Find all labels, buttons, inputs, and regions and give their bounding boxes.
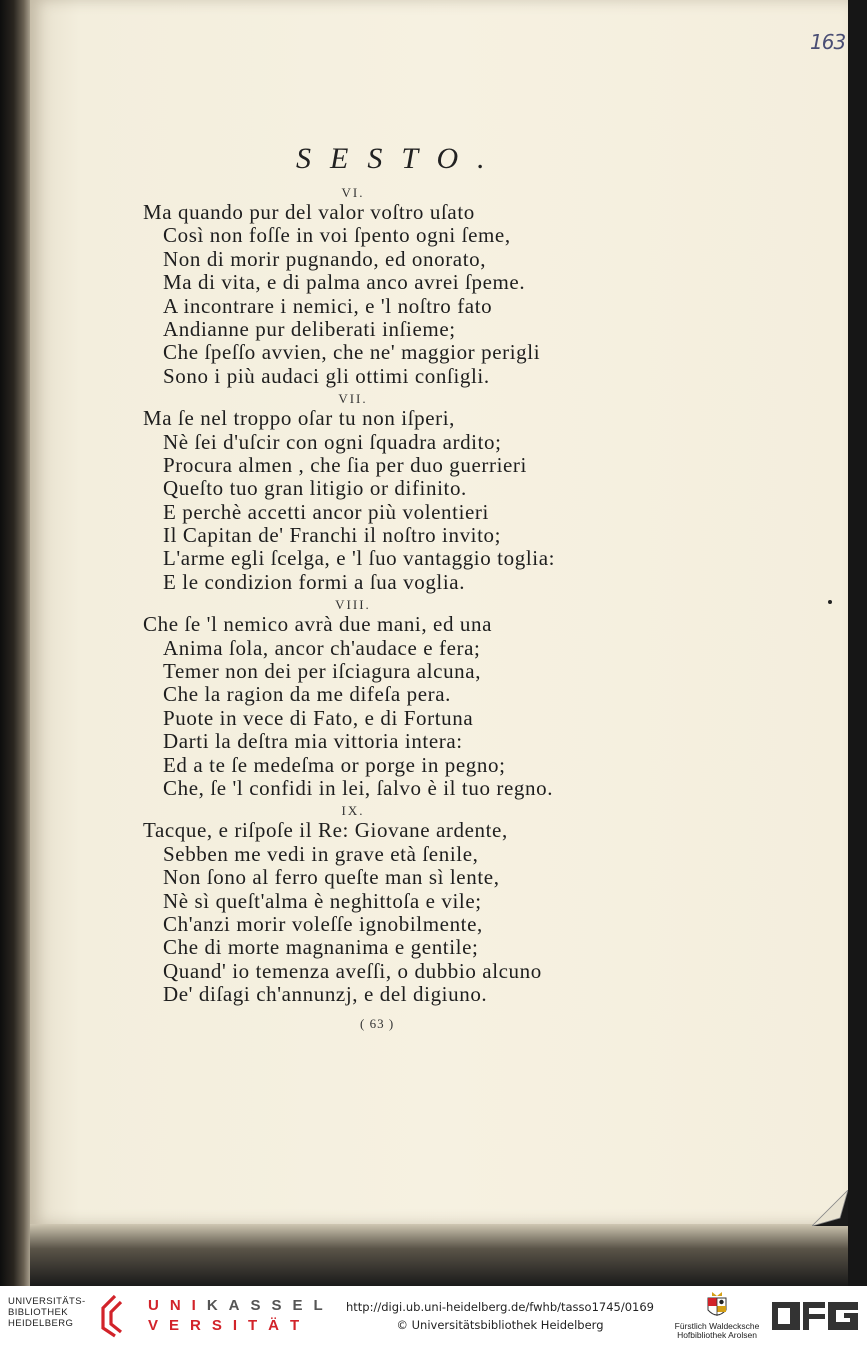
verse-line: Ma di vita, e di palma anco avrei ſpeme. [163,270,526,295]
arolsen-library-logo[interactable] [672,1290,762,1340]
crest-icon [706,1290,728,1320]
page-corner-fold-icon [812,1190,848,1226]
arolsen-line: Hofbibliothek Arolsen [677,1330,757,1340]
heidelberg-library-logo[interactable] [8,1296,86,1329]
verse-line: Ch'anzi morir voleſſe ignobilmente, [163,911,483,936]
page-heading: SESTO. [296,142,504,175]
verse-line: Andianne pur deliberati inſieme; [163,316,456,341]
arolsen-line: Fürstlich Waldecksche [674,1321,760,1331]
verse-line: Nè sì queſt'alma è neghittoſa e vile; [163,888,482,913]
verse-line: Temer non dei per iſciagura alcuna, [163,659,482,684]
verse-line: Tacque, e riſpoſe il Re: Giovane ardente, [143,818,508,843]
verse-line: E perchè accetti ancor più volentieri [163,499,489,524]
verse-line: Sebben me vedi in grave età ſenile, [163,841,479,866]
verse-line: Il Capitan de' Franchi il noſtro invito; [163,523,502,548]
copyright-notice: © Universitätsbibliothek Heidelberg [396,1318,604,1332]
verse-line: Che di morte magnanima e gentile; [163,935,479,960]
verse-line: Ed a te ſe medeſma or porge in pegno; [163,752,506,777]
source-url[interactable]: http://digi.ub.uni-heidelberg.de/fwhb/tasso1745/0169 [346,1300,654,1314]
library-line: BIBLIOTHEK [8,1307,68,1318]
verse-line: De' diſagi ch'annunzj, e del digiuno. [163,982,488,1007]
library-line: UNIVERSITÄTS- [8,1296,86,1307]
verse-line: Puote in vece di Fato, e di Fortuna [163,705,474,730]
folio-number: 163 [810,30,846,54]
library-line: HEIDELBERG [8,1318,74,1329]
kassel-row-1 [148,1296,334,1316]
stanza-number: VII. [338,391,368,407]
verse-line: Queſto tuo gran litigio or difinito. [163,476,467,501]
verse-line: Nè ſei d'uſcir con ogni ſquadra ardito; [163,429,502,454]
page-number: ( 63 ) [360,1016,395,1031]
ink-speck [828,600,832,604]
dfg-logo-icon[interactable] [772,1296,858,1336]
footer-bar [0,1286,867,1347]
stanza-number: IX. [341,803,365,819]
verse-block [143,182,663,1007]
source-info [330,1298,670,1334]
verse-line: Darti la deſtra mia vittoria intera: [163,729,463,754]
uni-kassel-logo[interactable] [148,1296,334,1336]
verse-line: Che la ragion da me difeſa pera. [163,682,451,707]
verse-line: Non ſono al ferro queſte man sì lente, [163,865,500,890]
verse-line: Ma quando pur del valor voſtro uſato [143,200,475,224]
kassel-name: KASSEL [206,1297,334,1314]
verse-line: Così non foſſe in voi ſpento ogni ſeme, [163,223,511,248]
kassel-row-2: VERSITÄT [148,1317,311,1334]
verse-line: Ma ſe nel troppo oſar tu non iſperi, [143,406,456,431]
verse-line: Anima ſola, ancor ch'audace e fera; [163,635,481,660]
verse-line: Procura almen , che ſia per duo guerrieri [163,452,527,477]
verse-line: E le condizion formi a ſua voglia. [163,569,466,594]
verse-line: Che ſpeſſo avvien, che ne' maggior perigli [163,340,541,365]
verse-line: Che, ſe 'l confidi in lei, ſalvo è il tuo regno. [163,775,554,800]
verse-line: L'arme egli ſcelga, e 'l ſuo vantaggio toglia: [163,546,556,571]
kassel-uni: UNI [148,1297,207,1314]
verse-line: A incontrare i nemici, e 'l noſtro fato [163,293,493,318]
verse-line: Non di morir pugnando, ed onorato, [163,246,487,271]
verse-line: Quand' io temenza aveſſi, o dubbio alcuno [163,958,542,983]
page-bottom-shadow [30,1224,848,1286]
stanza-number: VI. [341,185,365,200]
stanza-number: VIII. [335,597,371,613]
ub-logo-icon [97,1294,127,1338]
page-gutter [0,0,34,1286]
verse-line: Che ſe 'l nemico avrà due mani, ed una [143,612,493,637]
verse-line: Sono i più audaci gli ottimi conſigli. [163,363,490,388]
